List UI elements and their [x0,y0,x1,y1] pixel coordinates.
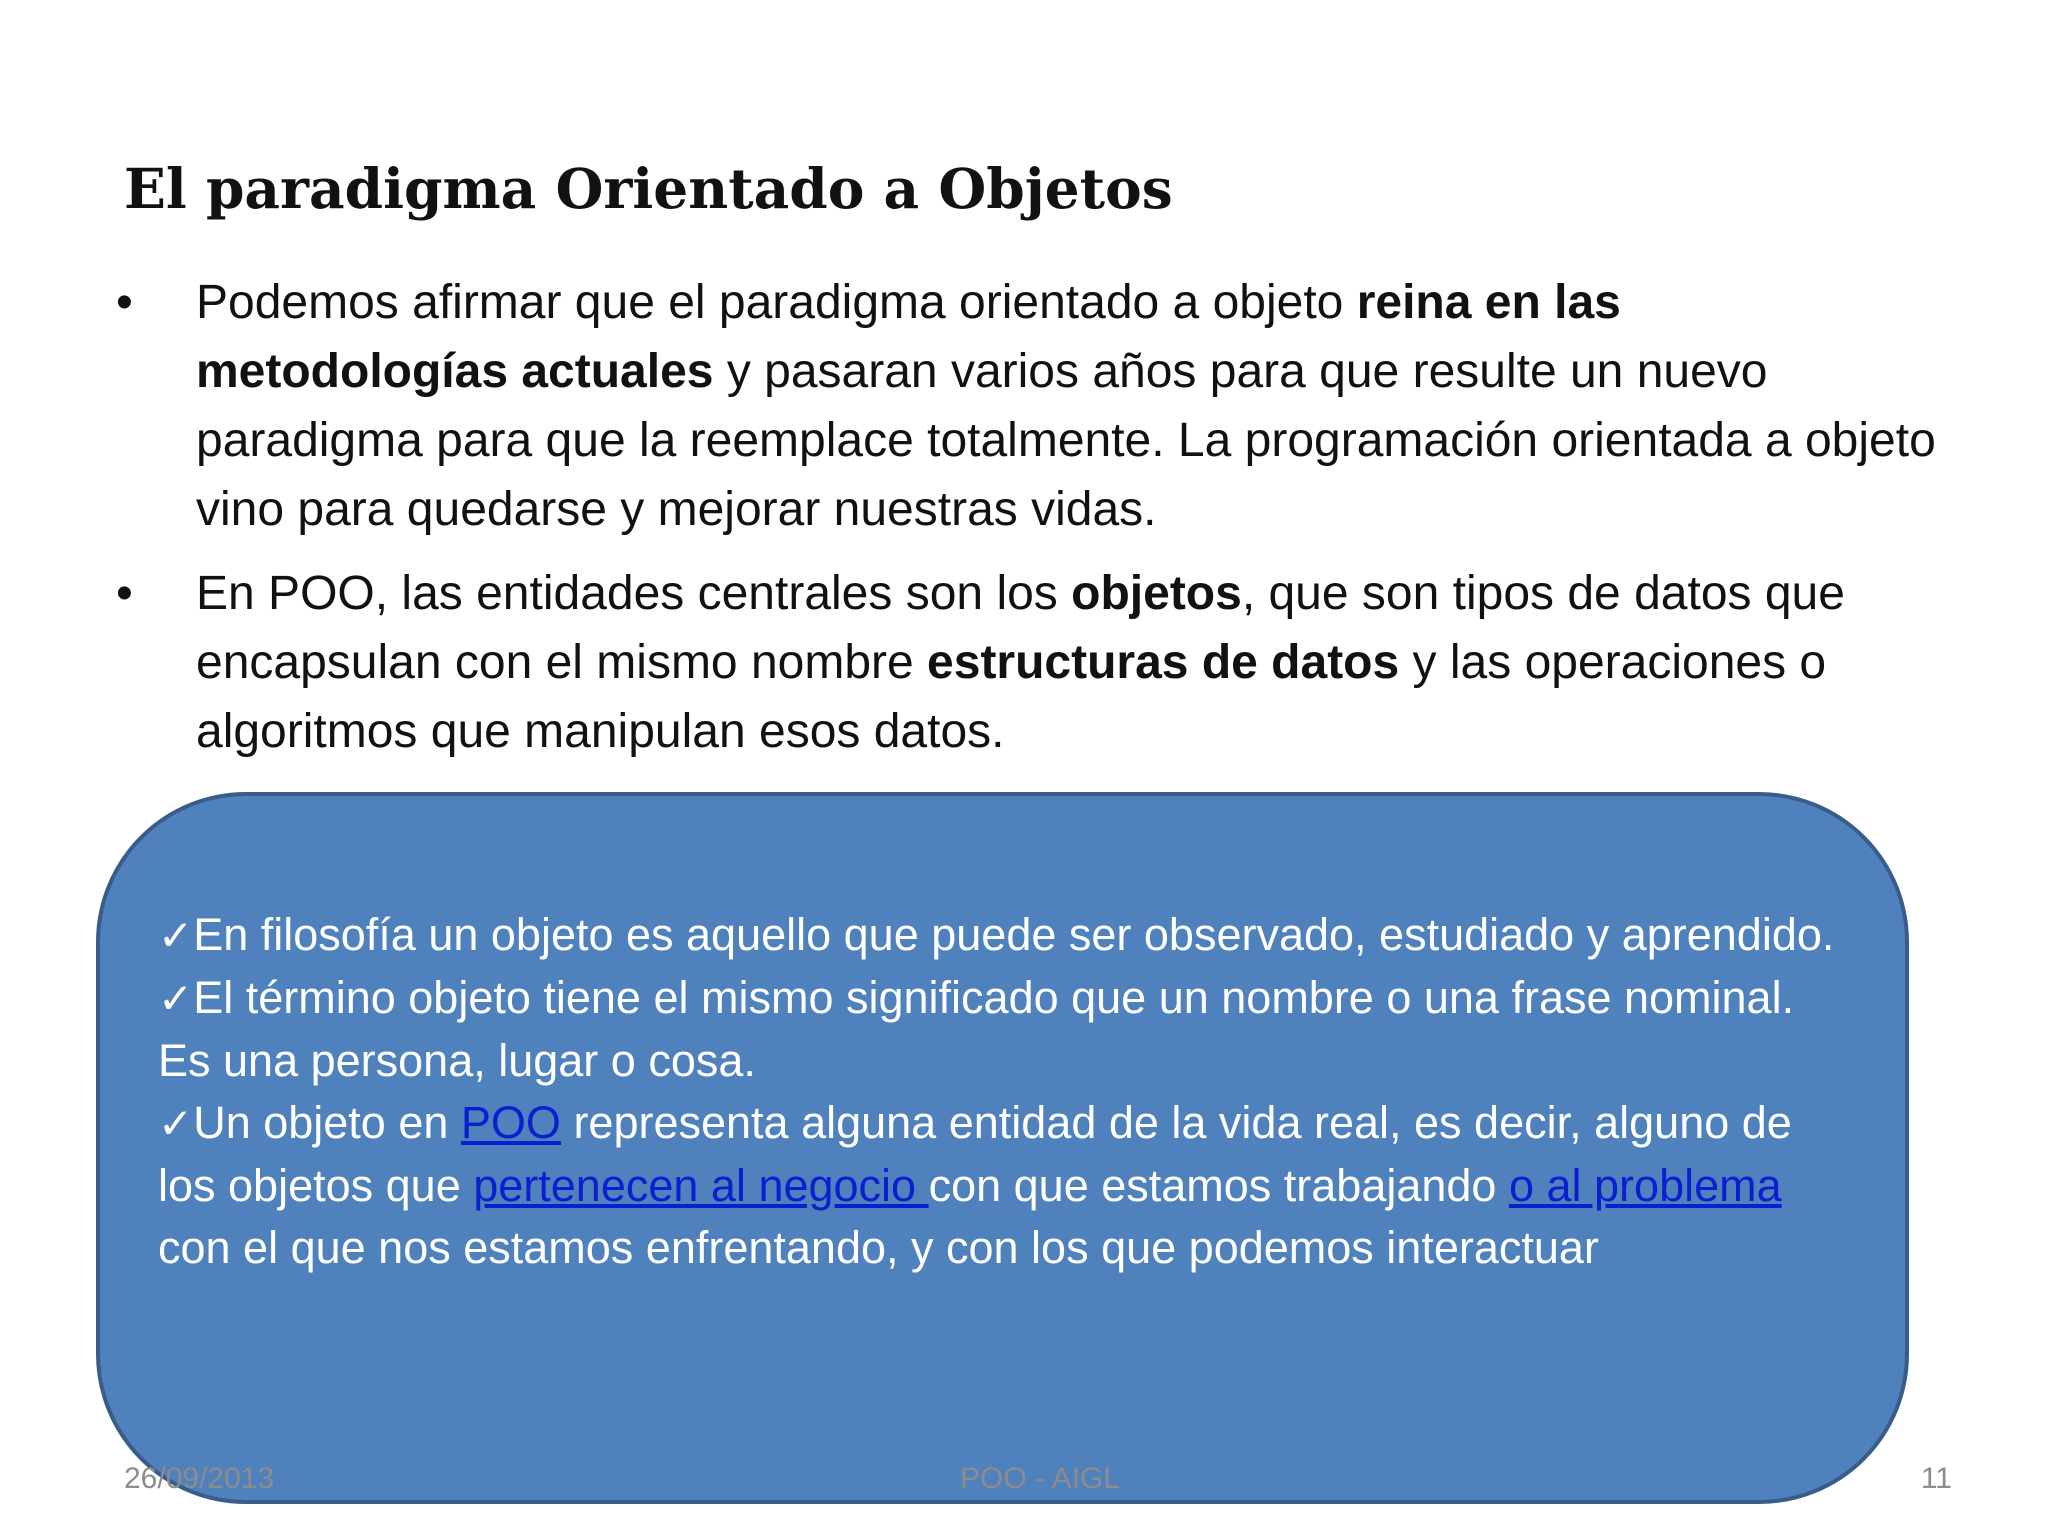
callout-line [158,1092,1848,1279]
link-poo[interactable]: POO [460,1097,561,1148]
link-o-al-problema[interactable]: o al problema [1508,1160,1782,1211]
link-pertenecen-al-negocio[interactable]: pertenecen al negocio [473,1160,929,1211]
callout-line-text: con el que nos estamos enfrentando, y con los que podemos interactuar [158,1222,1599,1273]
bullet-glyph: • [116,276,133,329]
callout-line [158,967,1848,1092]
checkmark-icon: ✓ [158,1100,194,1147]
footer-date: 26/09/2013 [124,1462,275,1495]
bullet-emphasis: reina en las metodologías actuales [196,276,1621,398]
callout-line-text: con que estamos trabajando [928,1160,1509,1211]
callout-line [158,904,1848,967]
bullet-item [112,268,1942,544]
bullet-item [112,559,1942,766]
callout-line-text: Un objeto en [193,1097,461,1148]
footer-center-text: POO - AIGL [960,1462,1121,1495]
checkmark-icon: ✓ [158,912,194,959]
checkmark-icon: ✓ [158,975,194,1022]
slide-title: El paradigma Orientado a Objetos [124,156,1173,221]
bullet-emphasis: estructuras de datos [927,636,1400,689]
callout-line-text: El término objeto tiene el mismo significado que un nombre o una frase nominal. Es una persona, lugar o cosa. [158,972,1795,1086]
bullet-text: y pasaran varios años para que resulte un nuevo paradigma para que la reemplace totalmente. La programación orientada a objeto vino para quedarse y mejorar nuestras vidas. [196,345,1936,536]
bullet-text: y las operaciones o algoritmos que manipulan esos datos. [196,636,1827,758]
bullet-text: , que son tipos de datos que encapsulan con el mismo nombre [196,567,1845,689]
callout-line-text: En filosofía un objeto es aquello que puede ser observado, estudiado y aprendido. [193,909,1835,960]
page-number: 11 [1920,1462,1952,1495]
bullet-glyph: • [116,567,133,620]
bullet-text: Podemos afirmar que el paradigma orientado a objeto [196,276,1357,329]
callout-box [96,792,1909,1504]
callout-line-text: representa alguna entidad de la vida real, es decir, alguno de los objetos que [158,1097,1792,1211]
bullet-list [112,268,1942,781]
callout-text [158,904,1848,1279]
bullet-text: En POO, las entidades centrales son los [196,567,1072,620]
bullet-emphasis: objetos [1071,567,1242,620]
